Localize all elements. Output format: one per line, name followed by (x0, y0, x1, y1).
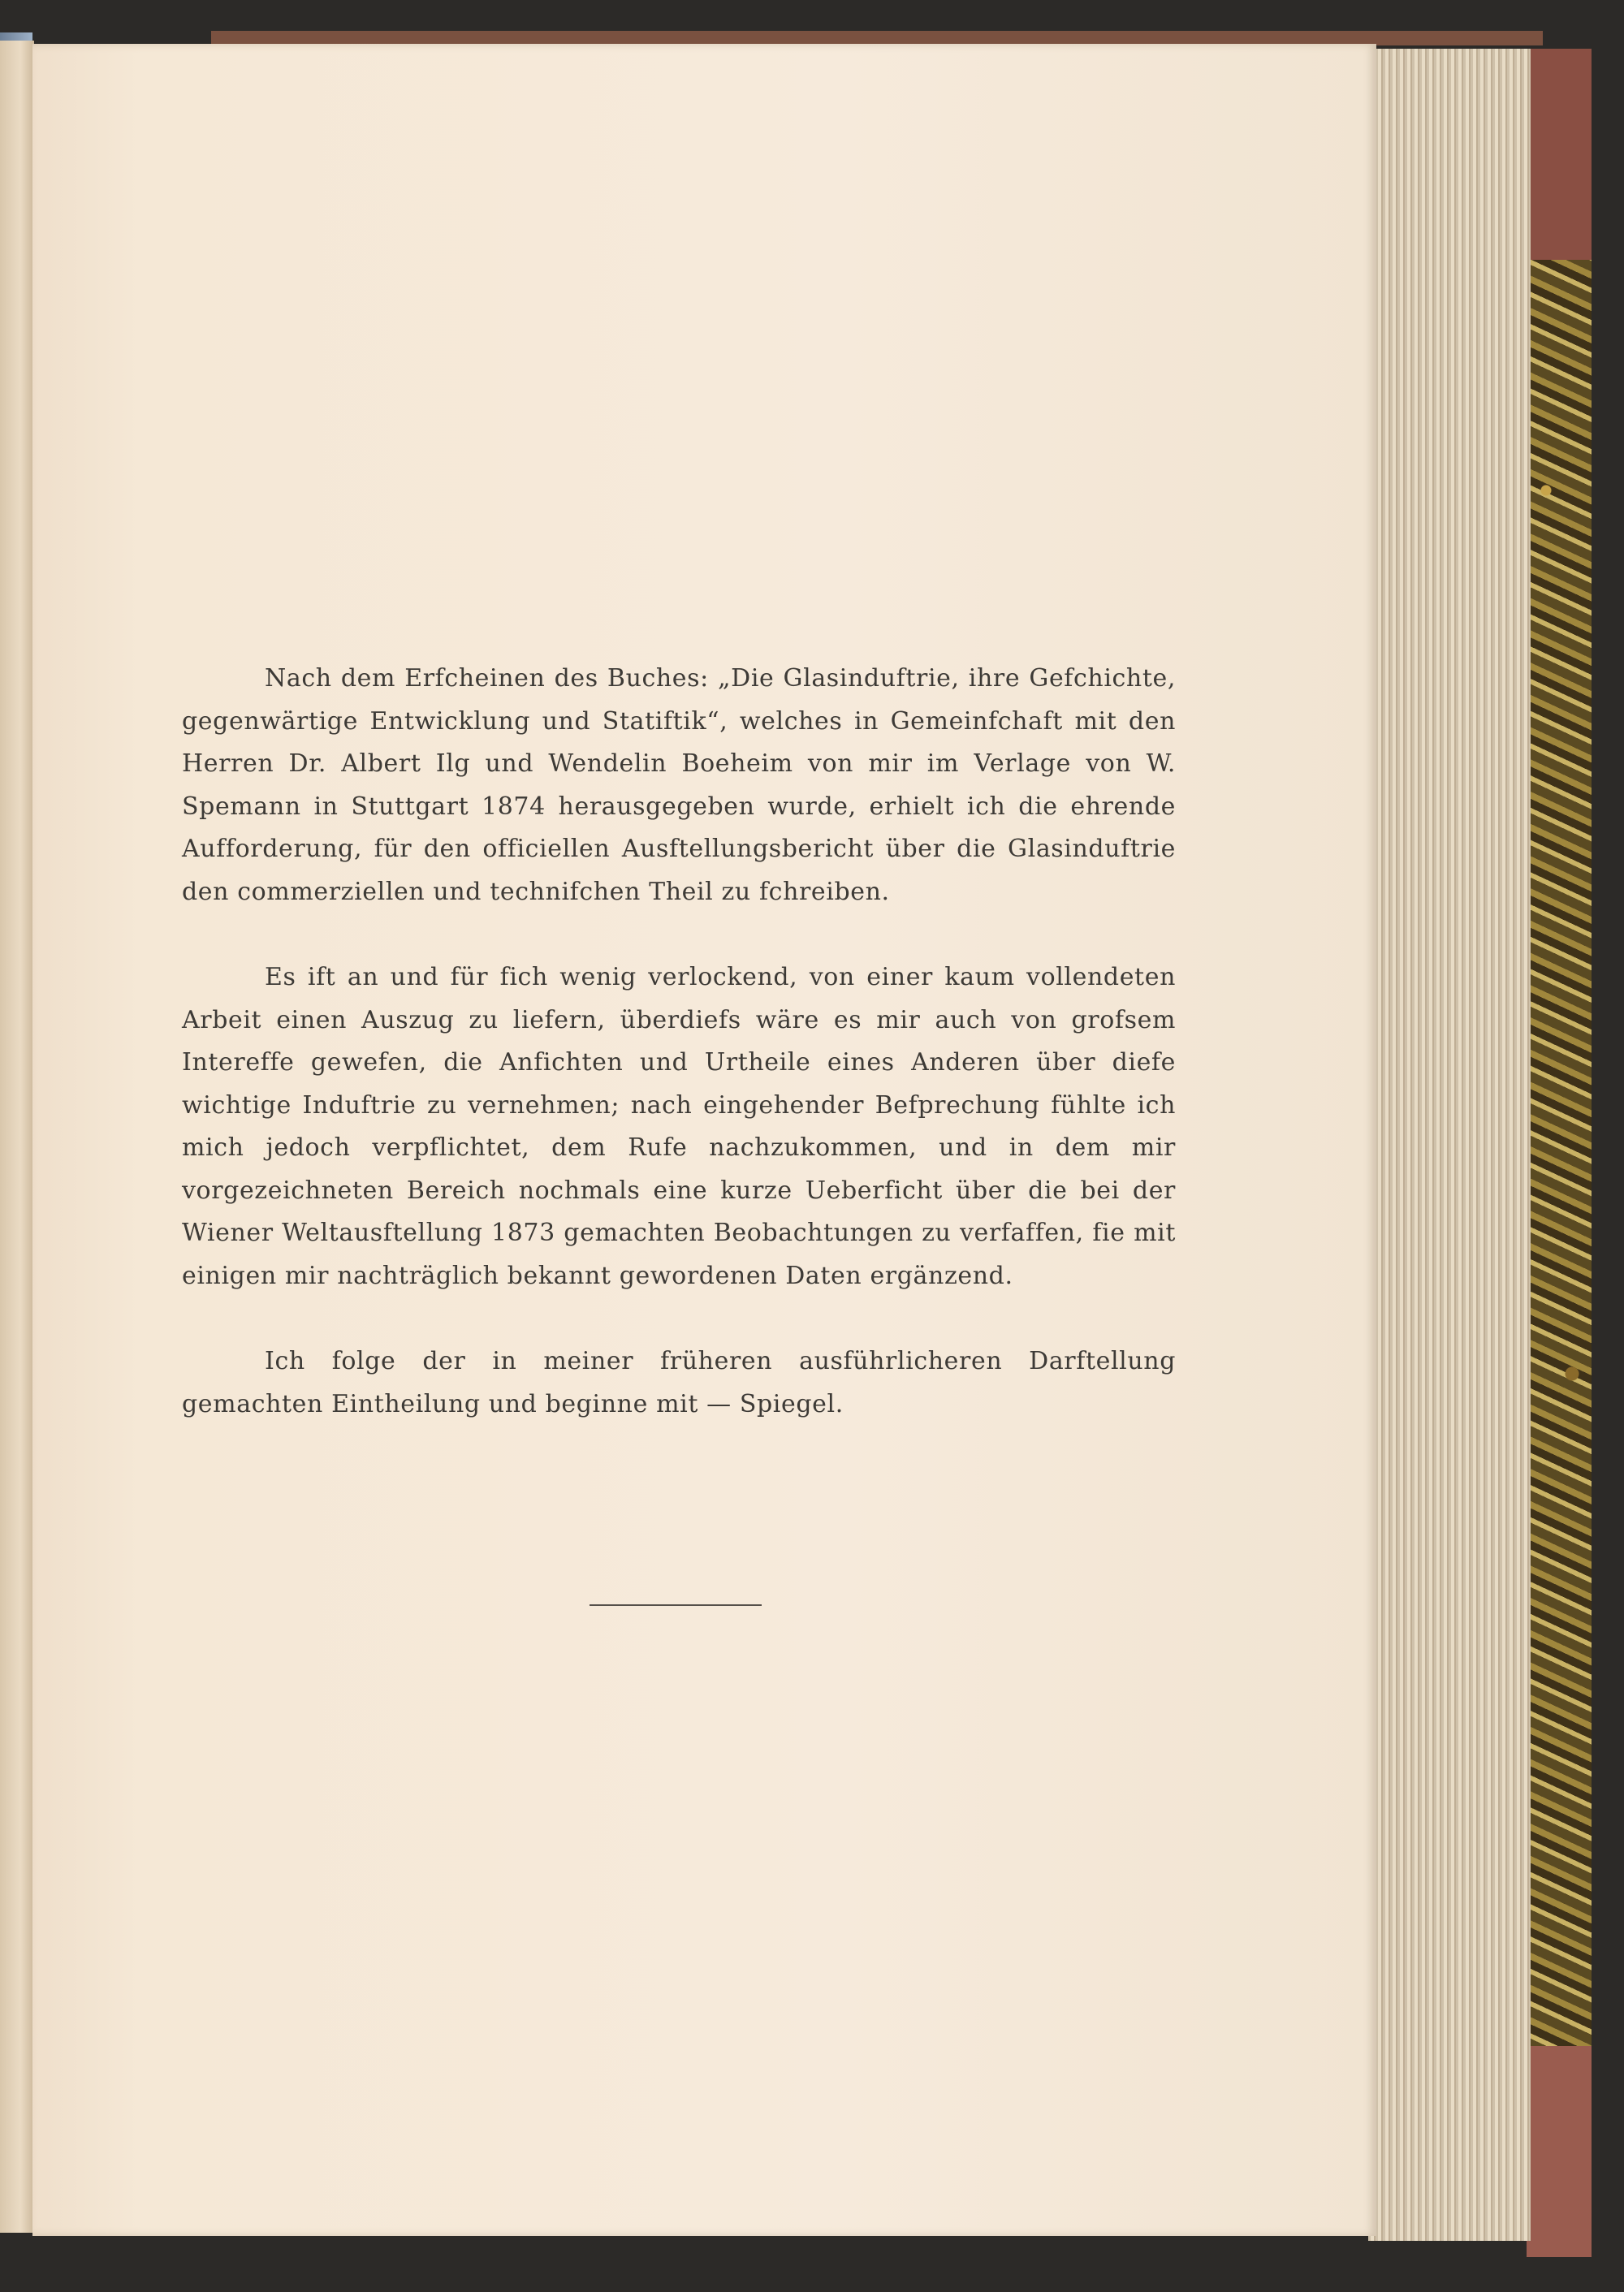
cover-corner-bottom (1527, 2046, 1592, 2257)
page-block-edges (1368, 49, 1531, 2241)
body-text (182, 658, 1176, 1426)
paragraph-intro: Nach dem Erfcheinen des Buches: „Die Glasinduftrie, ihre Gefchichte, gegenwärtige Entwicklung und Statiftik“, welches in Gemeinfchaft mit den Herren Dr. Albert Ilg und Wendelin Boeheim von mir im Verlage von W. Spemann in Stuttgart 1874 herausgegeben wurde, erhielt ich die ehrende Aufforderung, für den officiellen Ausftellungsbericht über die Glasinduftrie den commerziellen und technifchen Theil zu fchreiben. (182, 664, 1176, 906)
paragraph-reason: Es ift an und für fich wenig verlockend, von einer kaum vollendeten Arbeit einen Auszug zu liefern, überdiefs wäre es mir auch von grofsem Intereffe gewefen, die Anfichten und Urtheile eines Anderen über diefe wichtige Induftrie zu vernehmen; nach eingehender Befprechung fühlte ich mich jedoch verpflichtet, dem Rufe nachzukommen, und in dem mir vorgezeichneten Bereich nochmals eine kurze Ueberficht über die bei der Wiener Weltausftellung 1873 gemachten Beobachtungen zu verfaffen, fie mit einigen mir nachträglich bekannt gewordenen Daten ergänzend. (182, 963, 1176, 1290)
cover-corner-top (1527, 49, 1592, 260)
marbled-cover-edge (1527, 49, 1592, 2257)
section-divider-rule (590, 1604, 762, 1606)
book-page (32, 44, 1376, 2236)
paragraph-outline: Ich folge der in meiner früheren ausführlicheren Darftellung gemachten Eintheilung und beginne mit — Spiegel. (182, 1347, 1176, 1418)
facing-page-edge (0, 41, 34, 2233)
